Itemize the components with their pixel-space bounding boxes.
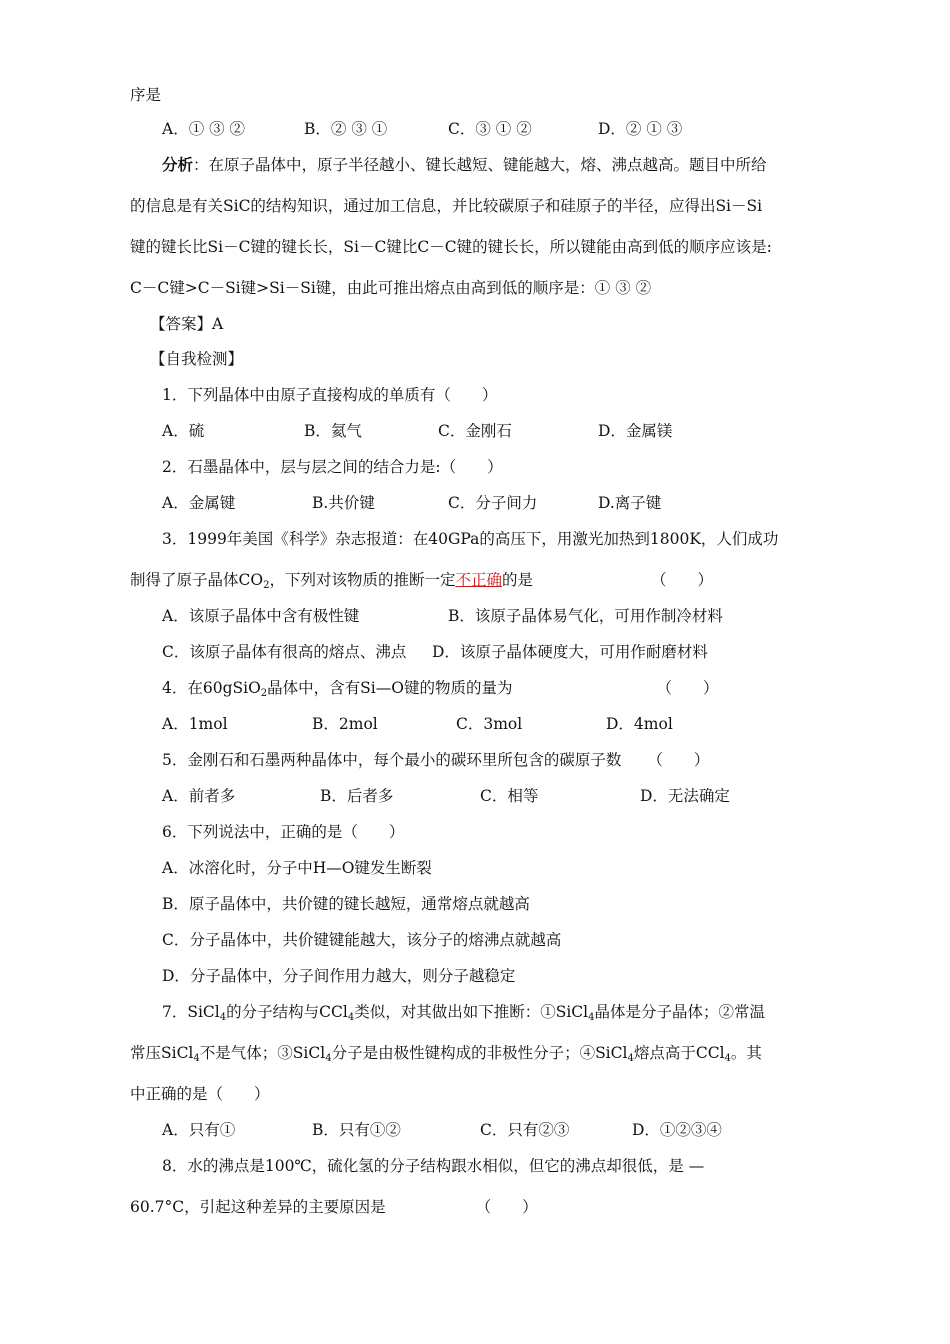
- q2-option-d: D.离子键: [598, 494, 662, 512]
- analysis-label: 分析: [162, 155, 194, 174]
- q4-options: [162, 713, 673, 735]
- q5-options: [162, 785, 730, 807]
- option-b: B．② ③ ①: [304, 120, 388, 138]
- answer-text: 【答案】A: [150, 315, 224, 333]
- q7-option-a: A．只有①: [162, 1121, 236, 1139]
- analysis-line-2: 的信息是有关SiC的结构知识，通过加工信息，并比较碳原子和硅原子的半径，应得出Si－Si: [130, 197, 763, 215]
- q7-option-d: D．①②③④: [632, 1121, 722, 1139]
- q8-stem-line-1: 8．水的沸点是100℃，硫化氢的分子结构跟水相似，但它的沸点却很低，是 —: [162, 1157, 705, 1175]
- q6-option-a: A．冰溶化时，分子中H—O键发生断裂: [162, 859, 432, 877]
- q8-stem-line-2: [130, 1196, 538, 1218]
- q3-stem-text-b: ，下列对该物质的推断一定: [269, 571, 456, 589]
- q7-text: 7．SiCl: [162, 1003, 220, 1021]
- q3-subscript: 2: [263, 580, 270, 591]
- q7-text: 的分子结构与CCl: [226, 1003, 348, 1021]
- q4-option-b: B．2mol: [312, 715, 378, 733]
- q4-stem: [162, 677, 718, 699]
- intro-options: [162, 118, 682, 140]
- q4-option-d: D．4mol: [606, 715, 673, 733]
- analysis-text-1: 在原子晶体中，原子半径越小、键长越短、键能越大，熔、沸点越高。题目中所给: [208, 156, 767, 174]
- q5-stem: [162, 749, 709, 771]
- q2-options: [162, 492, 661, 514]
- q3-stem-line-1: 3．1999年美国《科学》杂志报道：在40GPa的高压下，用激光加热到1800K，人们成功: [162, 530, 779, 548]
- q5-stem-text: 5．金刚石和石墨两种晶体中，每个最小的碳环里所包含的碳原子数: [162, 751, 622, 769]
- q7-subscript: 4: [193, 1053, 200, 1064]
- q4-stem-text-b: 晶体中，含有Si—O键的物质的量为: [267, 679, 513, 697]
- q1-option-a: A．硫: [162, 422, 205, 440]
- q8-stem-text: 60.7°C，引起这种差异的主要原因是: [130, 1198, 386, 1216]
- continuation-text: 序是: [130, 86, 162, 104]
- q4-subscript: 2: [260, 688, 268, 699]
- q3-emphasis: 不正确: [455, 571, 502, 589]
- q7-text: 不是气体；③SiCl: [199, 1044, 326, 1062]
- q6-option-c: C．分子晶体中，共价键键能越大，该分子的熔沸点就越高: [162, 931, 562, 949]
- analysis-line-3: 键的键长比Si－C键的键长长，Si－C键比C－C键的键长长，所以键能由高到低的顺序应该是:: [130, 238, 772, 256]
- q2-option-b: B.共价键: [312, 494, 375, 512]
- q3-option-a: A．该原子晶体中含有极性键: [162, 607, 360, 625]
- q5-option-c: C．相等: [480, 787, 539, 805]
- q7-option-b: B．只有①②: [312, 1121, 401, 1139]
- q3-stem-text-c: 的是: [501, 571, 533, 589]
- q1-option-b: B．氦气: [304, 422, 362, 440]
- q5-option-a: A．前者多: [162, 787, 236, 805]
- q7-subscript: 4: [347, 1012, 355, 1023]
- q4-answer-paren: （ ）: [656, 679, 719, 697]
- q7-text: 常压SiCl: [130, 1044, 194, 1062]
- q5-answer-paren: （ ）: [647, 751, 710, 769]
- q4-option-a: A．1mol: [162, 715, 228, 733]
- q7-subscript: 4: [219, 1012, 227, 1023]
- q5-option-b: B．后者多: [320, 787, 394, 805]
- q7-stem-line-1: [162, 1001, 765, 1023]
- q3-options-row-2: [162, 641, 708, 663]
- q3-option-c: C．该原子晶体有很高的熔点、沸点: [162, 643, 407, 661]
- section-title: 【自我检测】: [150, 350, 244, 368]
- q4-stem-text-a: 4．在60gSiO: [162, 679, 261, 697]
- q8-answer-paren: （ ）: [475, 1198, 538, 1216]
- analysis-line-1: [162, 154, 767, 176]
- q7-text: 晶体是分子晶体；②常温: [594, 1003, 765, 1021]
- q3-option-d: D．该原子晶体硬度大，可用作耐磨材料: [432, 643, 708, 661]
- option-d: D．② ① ③: [598, 120, 683, 138]
- q6-stem: 6．下列说法中，正确的是（ ）: [162, 823, 405, 841]
- q5-option-d: D．无法确定: [640, 787, 730, 805]
- q7-subscript: 4: [325, 1053, 332, 1064]
- q1-option-d: D．金属镁: [598, 422, 673, 440]
- option-c: C．③ ① ②: [448, 120, 532, 138]
- q3-stem-text-a: 制得了原子晶体CO: [130, 571, 264, 589]
- q2-stem: 2．石墨晶体中，层与层之间的结合力是:（ ）: [162, 458, 503, 476]
- q6-option-b: B．原子晶体中，共价键的键长越短，通常熔点就越高: [162, 895, 530, 913]
- q3-answer-paren: （ ）: [651, 571, 714, 589]
- q7-stem-line-3: 中正确的是（ ）: [130, 1085, 270, 1103]
- q2-option-a: A．金属键: [162, 494, 236, 512]
- q7-subscript: 4: [627, 1053, 634, 1064]
- q3-stem-line-2: [130, 569, 713, 591]
- q2-option-c: C．分子间力: [448, 494, 538, 512]
- q7-text: 类似，对其做出如下推断：①SiCl: [354, 1003, 589, 1021]
- q7-options: [162, 1119, 722, 1141]
- q3-options-row-1: [162, 605, 723, 627]
- q1-option-c: C．金刚石: [438, 422, 512, 440]
- q7-stem-line-2: [130, 1042, 762, 1064]
- q7-text: 分子是由极性键构成的非极性分子；④SiCl: [331, 1044, 628, 1062]
- q7-subscript: 4: [724, 1053, 731, 1064]
- q3-option-b: B．该原子晶体易气化，可用作制冷材料: [448, 607, 723, 625]
- q7-option-c: C．只有②③: [480, 1121, 570, 1139]
- analysis-colon: ：: [193, 156, 209, 174]
- q7-text: 熔点高于CCl: [633, 1044, 725, 1062]
- q7-subscript: 4: [588, 1012, 595, 1023]
- q6-option-d: D．分子晶体中，分子间作用力越大，则分子越稳定: [162, 967, 516, 985]
- q1-stem: 1．下列晶体中由原子直接构成的单质有（ ）: [162, 386, 498, 404]
- analysis-line-4: C－C键>C－Si键>Si－Si键，由此可推出熔点由高到低的顺序是：① ③ ②: [130, 279, 652, 297]
- option-a: A．① ③ ②: [162, 120, 246, 138]
- q1-options: [162, 420, 672, 442]
- q7-text: 。其: [730, 1044, 762, 1062]
- q4-option-c: C．3mol: [456, 715, 523, 733]
